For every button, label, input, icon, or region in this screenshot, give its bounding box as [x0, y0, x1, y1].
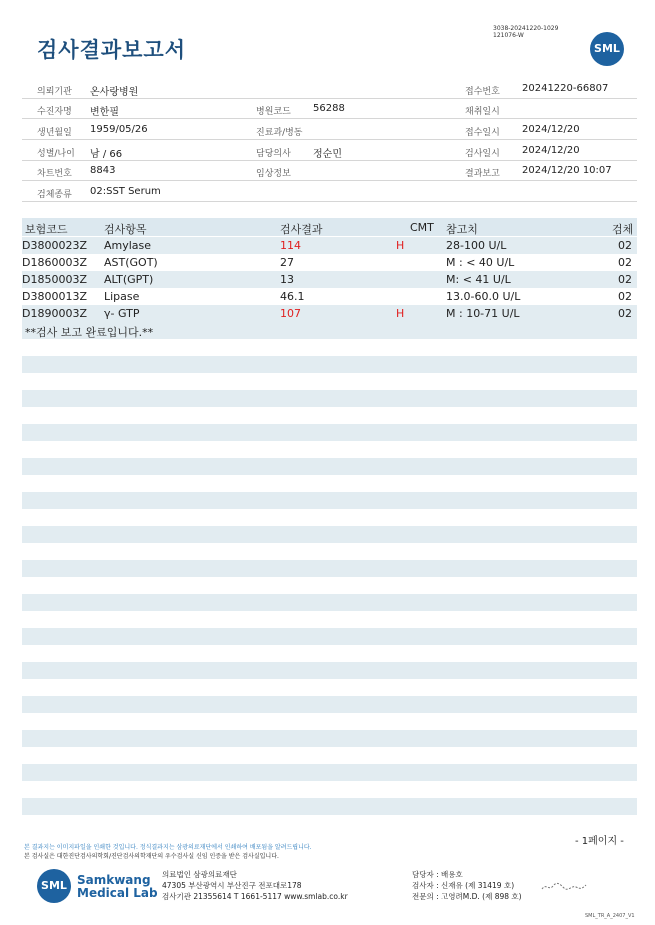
row-result: 46.1	[280, 290, 305, 303]
clinical-label: 임상정보	[256, 169, 291, 179]
info-row-sex-age	[22, 141, 637, 161]
table-band	[22, 526, 637, 543]
org-line3: 검사기관 21355614 T 1661-5117 www.smlab.co.kr	[162, 892, 348, 901]
footnote-image-notice: 본 결과지는 이미지파일을 인쇄한 것입니다. 정식결과지는 삼광의료재단에서 인쇄하여 배포됨을 알려드립니다.	[24, 844, 312, 851]
table-band	[22, 628, 637, 645]
table-band	[22, 458, 637, 475]
patient-label: 수진자명	[37, 107, 72, 117]
hospital-code-label: 병원코드	[256, 107, 291, 117]
table-band	[22, 560, 637, 577]
table-row	[22, 237, 637, 254]
col-ref-header: 참고치	[446, 223, 478, 236]
brand-line1: Samkwang	[77, 873, 151, 887]
row-item: Amylase	[104, 239, 152, 252]
info-row-chart	[22, 161, 637, 181]
hospital-value: 온사랑병원	[90, 87, 139, 98]
collect-date-label: 채취일시	[465, 107, 500, 117]
dept-label: 진료과/병동	[256, 128, 303, 138]
row-result: 13	[280, 273, 294, 286]
document-code	[493, 25, 558, 39]
report-title: 검사결과보고서	[37, 38, 187, 62]
doctor-label: 담당의사	[256, 149, 291, 159]
row-result: 114	[280, 239, 301, 252]
row-code: D1850003Z	[22, 273, 87, 286]
row-ref: M: < 41 U/L	[446, 273, 511, 286]
row-specimen: 02	[618, 256, 632, 269]
footer-staff	[412, 869, 522, 902]
test-date-value: 2024/12/20	[522, 145, 580, 156]
table-band	[22, 492, 637, 509]
staff-tester: 검사자 : 신재유 (제 31419 호)	[412, 881, 515, 890]
receipt-date-label: 접수일시	[465, 128, 500, 138]
col-cmt-header: CMT	[410, 221, 434, 234]
table-band	[22, 730, 637, 747]
report-date-label: 결과보고	[465, 169, 500, 179]
row-specimen: 02	[618, 307, 632, 320]
info-row-hospital	[22, 79, 637, 99]
row-specimen: 02	[618, 273, 632, 286]
table-row	[22, 305, 637, 322]
table-band	[22, 594, 637, 611]
hospital-label: 의뢰기관	[37, 87, 72, 97]
signature-image	[540, 880, 588, 894]
row-flag: H	[396, 239, 405, 252]
row-code: D1890003Z	[22, 307, 87, 320]
results-table-header	[22, 218, 637, 236]
patient-value: 변한필	[90, 107, 119, 118]
org-line1: 의료법인 삼광의료재단	[162, 870, 237, 879]
col-specimen-header: 검체	[612, 223, 634, 236]
row-ref: 28-100 U/L	[446, 239, 507, 252]
row-item: ALT(GPT)	[104, 273, 154, 286]
completion-note-row	[22, 322, 637, 339]
dob-label: 생년월일	[37, 128, 72, 138]
row-item: Lipase	[104, 290, 140, 303]
row-code: D3800023Z	[22, 239, 87, 252]
test-date-label: 검사일시	[465, 149, 500, 159]
table-band	[22, 356, 637, 373]
row-ref: M : 10-71 U/L	[446, 307, 520, 320]
table-row	[22, 288, 637, 305]
footer-sml-logo: SML	[37, 869, 71, 903]
col-item-header: 검사항목	[104, 223, 147, 236]
footnote-certification: 본 검사실은 대한진단검사의학회/진단검사의학재단의 우수검사실 신임 인증을 받은 검사실입니다.	[24, 853, 279, 860]
row-specimen: 02	[618, 290, 632, 303]
table-band	[22, 696, 637, 713]
row-ref: M : < 40 U/L	[446, 256, 515, 269]
org-line2: 47305 부산광역시 부산진구 전포대로178	[162, 881, 302, 890]
doctor-value: 정순민	[313, 149, 342, 160]
sex-age-value: 남 / 66	[90, 149, 123, 160]
row-result: 27	[280, 256, 294, 269]
dob-value: 1959/05/26	[90, 124, 148, 135]
receipt-no-value: 20241220-66807	[522, 83, 609, 94]
row-code: D3800013Z	[22, 290, 87, 303]
brand-line2: Medical Lab	[77, 886, 158, 900]
form-code: SML_TR_A_2407_V1	[585, 913, 635, 919]
table-band	[22, 764, 637, 781]
col-code-header: 보험코드	[25, 223, 68, 236]
hospital-code-value: 56288	[313, 103, 345, 114]
info-row-dob	[22, 120, 637, 140]
table-row	[22, 271, 637, 288]
chart-no-label: 차트번호	[37, 169, 72, 179]
staff-manager: 담당자 : 배용호	[412, 870, 463, 879]
table-band	[22, 390, 637, 407]
document-code-line1: 3038-20241220-1029	[493, 25, 559, 32]
chart-no-value: 8843	[90, 165, 116, 176]
receipt-no-label: 접수번호	[465, 87, 500, 97]
document-code-line2: 121076-W	[493, 32, 524, 39]
completion-note: **검사 보고 완료입니다.**	[25, 326, 154, 339]
info-row-specimen	[22, 182, 637, 202]
table-band	[22, 424, 637, 441]
row-result: 107	[280, 307, 301, 320]
specimen-label: 검체종류	[37, 190, 72, 200]
page-number: - 1페이지 -	[575, 836, 624, 847]
footer-brand	[77, 874, 158, 900]
col-result-header: 검사결과	[280, 223, 323, 236]
receipt-date-value: 2024/12/20	[522, 124, 580, 135]
footer-organization	[162, 869, 348, 902]
table-band	[22, 798, 637, 815]
specimen-value: 02:SST Serum	[90, 186, 161, 197]
row-code: D1860003Z	[22, 256, 87, 269]
sex-age-label: 성별/나이	[37, 149, 75, 159]
table-band	[22, 662, 637, 679]
table-row	[22, 254, 637, 271]
row-ref: 13.0-60.0 U/L	[446, 290, 521, 303]
row-specimen: 02	[618, 239, 632, 252]
info-row-patient	[22, 99, 637, 119]
report-date-value: 2024/12/20 10:07	[522, 165, 612, 176]
row-item: γ- GTP	[104, 307, 140, 320]
sml-logo: SML	[590, 32, 624, 66]
row-item: AST(GOT)	[104, 256, 158, 269]
staff-specialist: 전문의 : 고영려M.D. (제 898 호)	[412, 892, 522, 901]
row-flag: H	[396, 307, 405, 320]
